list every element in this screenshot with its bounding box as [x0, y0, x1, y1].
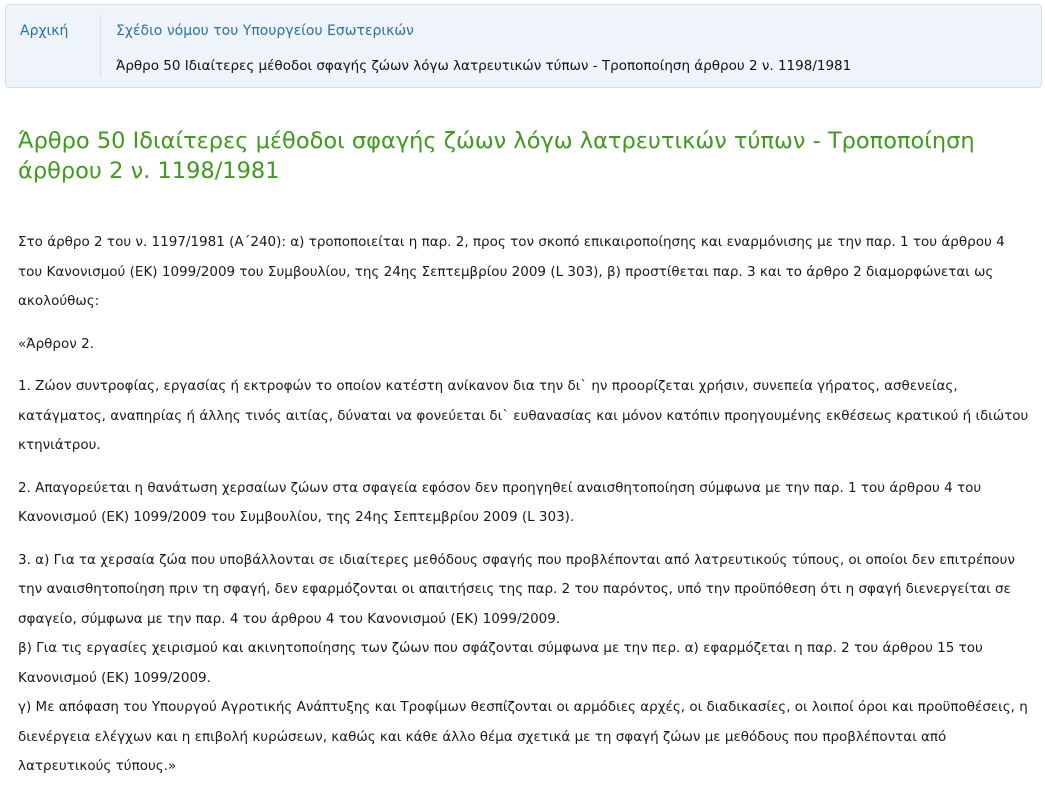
article-paragraph-3a: 3. α) Για τα χερσαία ζώα που υποβάλλονται σε ιδιαίτερες μεθόδους σφαγής που προβλέπονται από λατρευτικούς τύπους, οι οποίοι δεν επιτρέπουν την αναισθητοποίηση πριν τη σφαγή, δεν εφαρμόζονται οι απαιτήσεις της παρ. 2 του παρόντος, υπό την προϋπόθεση ότι η σφαγή διενεργείται σε σφαγείο, σύμφωνα με την παρ. 4 του άρθρου 4 του Κανονισμού (ΕΚ) 1099/2009. — [18, 551, 1015, 627]
breadcrumb-home-link[interactable]: Αρχική — [20, 23, 69, 39]
breadcrumb-divider — [100, 15, 101, 77]
article-paragraph-3b: β) Για τις εργασίες χειρισμού και ακινητοποίησης των ζώων που σφάζονται σύμφωνα με την περ. α) εφαρμόζεται η παρ. 2 του άρθρου 15 του Κανονισμού (ΕΚ) 1099/2009. — [18, 640, 983, 686]
article-heading: «Άρθρον 2. — [18, 335, 94, 352]
breadcrumb — [5, 4, 1042, 88]
breadcrumb-current: Άρθρο 50 Ιδιαίτερες μέθοδοι σφαγής ζώων λόγω λατρευτικών τύπων - Τροποποίηση άρθρου 2 ν. 1198/1981 — [116, 58, 852, 74]
article-paragraph-3c: γ) Με απόφαση του Υπουργού Αγροτικής Ανάπτυξης και Τροφίμων θεσπίζονται οι αρμόδιες αρχές, οι διαδικασίες, οι λοιποί όροι και προϋποθέσεις, η διενέργεια ελέγχων και η επιβολή κυρώσεων, καθώς και κάθε άλλο θέμα σχετικά με τη σφαγή ζώων με μεθόδους που προβλέπονται από λατρευτικούς τύπους.» — [18, 699, 1028, 774]
article-intro: Στο άρθρο 2 του ν. 1197/1981 (Α΄240): α) τροποποιείται η παρ. 2, προς τον σκοπό επικαιροποίησης και εναρμόνισης με την παρ. 1 του άρθρου 4 του Κανονισμού (ΕΚ) 1099/2009 του Συμβουλίου, της 24ης Σεπτεμβρίου 2009 (L 303), β) προστίθεται παρ. 3 και το άρθρο 2 διαμορφώνεται ως ακολούθως: — [18, 234, 1005, 309]
article-paragraph-3 — [18, 546, 1033, 782]
article-body — [18, 228, 1033, 795]
breadcrumb-parent-link[interactable]: Σχέδιο νόμου του Υπουργείου Εσωτερικών — [116, 23, 414, 39]
page-title: Άρθρο 50 Ιδιαίτερες μέθοδοι σφαγής ζώων λόγω λατρευτικών τύπων - Τροποποίηση άρθρου 2 ν. 1198/1981 — [18, 128, 975, 184]
article-paragraph-1: 1. Ζώον συντροφίας, εργασίας ή εκτροφών το οποίον κατέστη ανίκανον δια την δι` ην προορίζεται χρήσιν, συνεπεία γήρατος, ασθενείας, κατάγματος, αναπηρίας ή άλλης τινός αιτίας, δύναται να φονεύεται δι` ευθανασίας και μόνον κατόπιν προηγουμένης εκθέσεως κρατικού ή ιδιώτου κτηνιάτρου. — [18, 378, 1029, 453]
article-paragraph-2: 2. Απαγορεύεται η θανάτωση χερσαίων ζώων στα σφαγεία εφόσον δεν προηγηθεί αναισθητοποίηση σύμφωνα με την παρ. 1 του άρθρου 4 του Κανονισμού (ΕΚ) 1099/2009 του Συμβουλίου, της 24ης Σεπτεμβρίου 2009 (L 303). — [18, 479, 982, 525]
